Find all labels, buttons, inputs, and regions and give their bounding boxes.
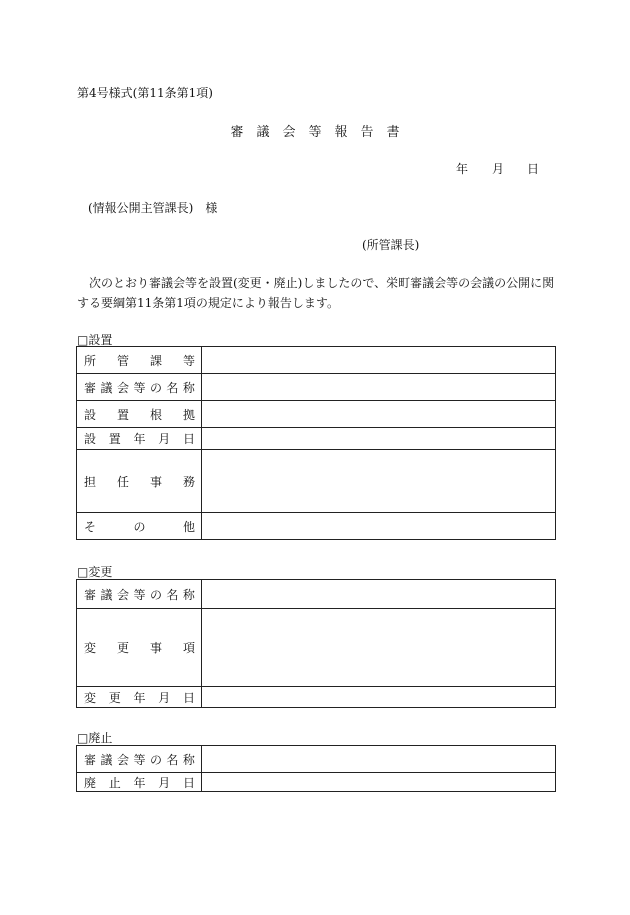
label-char: 月 xyxy=(158,775,171,790)
row-label xyxy=(77,401,202,428)
label-char: 議 xyxy=(100,587,113,602)
label-char: 課 xyxy=(149,353,162,368)
section-label-abolish: □廃止 xyxy=(77,731,113,745)
label-char: 称 xyxy=(182,752,195,767)
label-char: 月 xyxy=(158,432,171,446)
row-label-text xyxy=(84,430,195,447)
table-row xyxy=(77,580,556,609)
body-line: する要綱第11条第1項の規定により報告します。 xyxy=(77,296,339,310)
section-label-establish: □設置 xyxy=(77,333,113,347)
label-char: 設 xyxy=(84,407,97,422)
label-char: 項 xyxy=(182,641,195,655)
label-char: 等 xyxy=(133,587,146,602)
label-char: 拠 xyxy=(182,407,195,422)
label-char: 会 xyxy=(116,380,129,395)
label-char: 置 xyxy=(116,407,129,422)
label-char: 審 xyxy=(84,587,97,602)
row-label xyxy=(77,580,202,609)
row-label-text xyxy=(84,406,195,423)
row-value-field[interactable] xyxy=(202,374,556,401)
label-char: 他 xyxy=(182,519,195,534)
label-char: 審 xyxy=(84,752,97,767)
row-label-text xyxy=(84,352,195,369)
table-row xyxy=(77,374,556,401)
section-label-change: □変更 xyxy=(77,565,113,579)
row-value-field[interactable] xyxy=(202,687,556,708)
row-value-field[interactable] xyxy=(202,513,556,540)
label-char: 等 xyxy=(133,380,146,395)
body-text xyxy=(77,273,557,313)
label-char: 日 xyxy=(182,690,195,705)
label-char: 更 xyxy=(116,641,129,655)
label-char: 事 xyxy=(149,641,162,655)
row-label xyxy=(77,746,202,773)
label-char: 設 xyxy=(84,432,97,446)
label-char: 審 xyxy=(84,380,97,395)
label-char: 変 xyxy=(84,641,97,655)
label-char: の xyxy=(149,380,162,395)
body-line: 次のとおり審議会等を設置(変更・廃止)しましたので、栄町審議会等の会議の公開に関 xyxy=(77,276,555,290)
establish-table xyxy=(76,346,556,540)
label-char: の xyxy=(149,752,162,767)
row-label xyxy=(77,513,202,540)
row-label xyxy=(77,450,202,513)
label-char: の xyxy=(133,519,146,534)
label-char: 廃 xyxy=(84,775,97,790)
row-label-text xyxy=(84,518,195,535)
row-label-text xyxy=(84,751,195,768)
date-year-label: 年 xyxy=(456,162,469,176)
change-table xyxy=(76,579,556,708)
label-char: 担 xyxy=(84,474,97,489)
row-label-text xyxy=(84,639,195,656)
row-label-text xyxy=(84,473,195,490)
abolish-table xyxy=(76,745,556,792)
table-row xyxy=(77,347,556,374)
row-value-field[interactable] xyxy=(202,428,556,450)
row-label xyxy=(77,773,202,792)
addressee: (情報公開主管課長) 様 xyxy=(88,201,218,215)
label-char: 年 xyxy=(133,775,146,790)
row-label xyxy=(77,374,202,401)
label-char: 年 xyxy=(133,690,146,705)
document-title: 審議会等報告書 xyxy=(230,125,413,140)
date-day-label: 日 xyxy=(527,162,540,176)
row-label xyxy=(77,687,202,708)
row-value-field[interactable] xyxy=(202,609,556,687)
label-char: 事 xyxy=(149,474,162,489)
row-value-field[interactable] xyxy=(202,401,556,428)
label-char: 日 xyxy=(182,432,195,446)
label-char: 月 xyxy=(158,690,171,705)
label-char: 名 xyxy=(166,380,179,395)
label-char: 根 xyxy=(149,407,162,422)
label-char: 務 xyxy=(182,474,195,489)
label-char: 名 xyxy=(166,587,179,602)
label-char: 会 xyxy=(116,752,129,767)
label-char: 等 xyxy=(182,353,195,368)
row-label xyxy=(77,428,202,450)
label-char: 議 xyxy=(100,752,113,767)
table-row xyxy=(77,401,556,428)
row-label-text xyxy=(84,379,195,396)
row-label-text xyxy=(84,586,195,603)
label-char: 所 xyxy=(84,353,97,368)
label-char: の xyxy=(149,587,162,602)
row-label-text xyxy=(84,689,195,706)
label-char: 止 xyxy=(108,775,121,790)
table-row xyxy=(77,773,556,792)
label-char: 変 xyxy=(84,690,97,705)
label-char: 称 xyxy=(182,587,195,602)
label-char: そ xyxy=(84,519,97,534)
date-month-label: 月 xyxy=(492,162,505,176)
label-char: 置 xyxy=(108,432,121,446)
table-row xyxy=(77,428,556,450)
label-char: 等 xyxy=(133,752,146,767)
row-value-field[interactable] xyxy=(202,773,556,792)
table-row xyxy=(77,513,556,540)
label-char: 年 xyxy=(133,432,146,446)
label-char: 更 xyxy=(108,690,121,705)
label-char: 称 xyxy=(182,380,195,395)
row-value-field[interactable] xyxy=(202,450,556,513)
row-value-field[interactable] xyxy=(202,580,556,609)
table-row xyxy=(77,609,556,687)
table-row xyxy=(77,450,556,513)
table-row xyxy=(77,687,556,708)
form-number: 第4号様式(第11条第1項) xyxy=(77,86,213,100)
sender: (所管課長) xyxy=(362,238,420,252)
label-char: 管 xyxy=(116,353,129,368)
label-char: 日 xyxy=(182,775,195,790)
label-char: 会 xyxy=(116,587,129,602)
row-label-text xyxy=(84,774,195,791)
label-char: 議 xyxy=(100,380,113,395)
table-row xyxy=(77,746,556,773)
row-value-field[interactable] xyxy=(202,347,556,374)
label-char: 名 xyxy=(166,752,179,767)
row-label xyxy=(77,609,202,687)
row-value-field[interactable] xyxy=(202,746,556,773)
label-char: 任 xyxy=(116,474,129,489)
row-label xyxy=(77,347,202,374)
